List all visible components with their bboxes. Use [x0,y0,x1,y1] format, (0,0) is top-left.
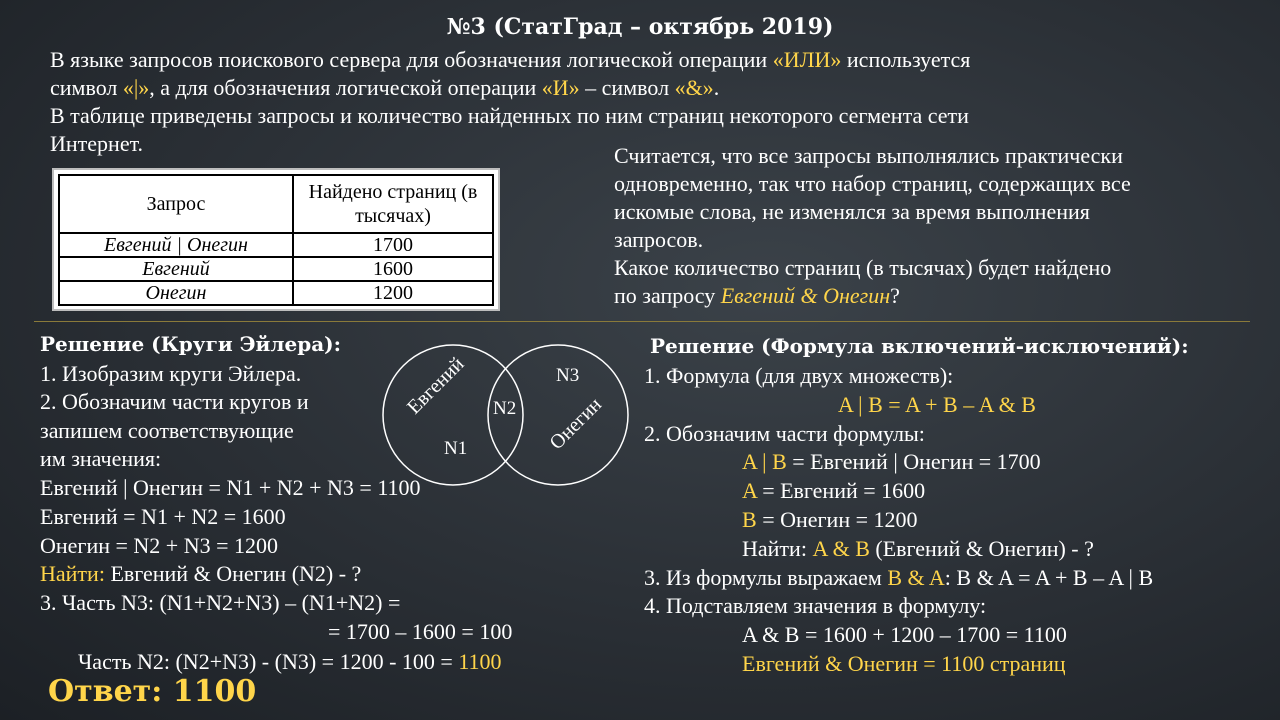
f-result: Евгений & Онегин = 1100 страниц [742,651,1066,676]
cond-line: запросов. [614,227,704,252]
equation-evgeniy: Евгений = N1 + N2 = 1600 [40,504,286,529]
equation-onegin: Онегин = N2 + N3 = 1200 [40,533,278,558]
table-row [59,233,493,257]
step-3: 3. Часть N3: (N1+N2+N3) – (N1+N2) = [40,590,401,615]
solution-euler-heading: Решение (Круги Эйлера): [40,332,341,356]
f-step-2: 2. Обозначим части формулы: [644,421,925,446]
row-query: Евгений [59,257,293,281]
f-step-4: 4. Подставляем значения в формулу: [644,593,987,618]
def-a: A = Евгений = 1600 [742,478,926,503]
cond-line: Какое количество страниц (в тысячах) будет найдено [614,255,1112,280]
step-2: 2. Обозначим части кругов и [40,389,309,414]
venn-n2: N2 [493,398,517,419]
def-a-or-b: A | B = Евгений | Онегин = 1700 [742,449,1041,474]
step-1: 1. Изобразим круги Эйлера. [40,361,302,386]
equation-union: Евгений | Онегин = N1 + N2 + N3 = 1100 [40,475,421,500]
row-count: 1700 [293,233,493,257]
cond-line: одновременно, так что набор страниц, содержащих все [614,171,1131,196]
header-found: Найдено страниц (в тысячах) [293,175,493,233]
f-step-3: 3. Из формулы выражаем B & A: B & A = A + B – A | B [644,565,1154,590]
step-3-n2: Часть N2: (N2+N3) - (N3) = 1200 - 100 = 1100 [78,649,502,674]
inclusion-exclusion-formula: A | B = A + B – A & B [838,392,1036,417]
cond-line: искомые слова, не изменялся за время выполнения [614,199,1090,224]
intro-line-4: Интернет. [50,131,144,156]
intro-line-3: В таблице приведены запросы и количество найденных по ним страниц некоторого сегмента сети [50,103,969,128]
intro-line-1: В языке запросов поискового сервера для обозначения логической операции «ИЛИ» используется [50,47,971,72]
venn-n3: N3 [556,365,580,386]
f-calc: A & B = 1600 + 1200 – 1700 = 1100 [742,622,1067,647]
table-row [59,281,493,305]
venn-n1: N1 [444,438,468,459]
venn-label-right: Онегин [545,393,607,455]
row-count: 1200 [293,281,493,305]
query-table [52,168,500,311]
cond-line: Считается, что все запросы выполнялись практически [614,143,1123,168]
slide-title: №3 (СтатГрад – октябрь 2019) [446,14,834,40]
def-b: B = Онегин = 1200 [742,507,918,532]
final-answer: Ответ: 1100 [48,674,257,709]
row-count: 1600 [293,257,493,281]
cond-question: по запросу Евгений & Онегин? [614,283,900,308]
header-query: Запрос [59,175,293,233]
step-2-cont: запишем соответствующие [40,418,294,443]
table-header-row [59,175,493,233]
intro-line-2: символ «|», а для обозначения логической операции «И» – символ «&». [50,75,720,100]
f-find: Найти: A & B (Евгений & Онегин) - ? [742,536,1094,561]
table-row [59,257,493,281]
solution-formula-heading: Решение (Формула включений-исключений): [650,334,1189,358]
venn-label-left: Евгений [403,353,469,419]
row-query: Онегин [59,281,293,305]
section-divider [34,321,1250,322]
problem-conditions [614,142,1254,310]
step-2-cont: им значения: [40,446,162,471]
find-line: Найти: Евгений & Онегин (N2) - ? [40,561,362,586]
step-3-calc: = 1700 – 1600 = 100 [328,619,513,644]
row-query: Евгений | Онегин [59,233,293,257]
f-step-1: 1. Формула (для двух множеств): [644,363,954,388]
